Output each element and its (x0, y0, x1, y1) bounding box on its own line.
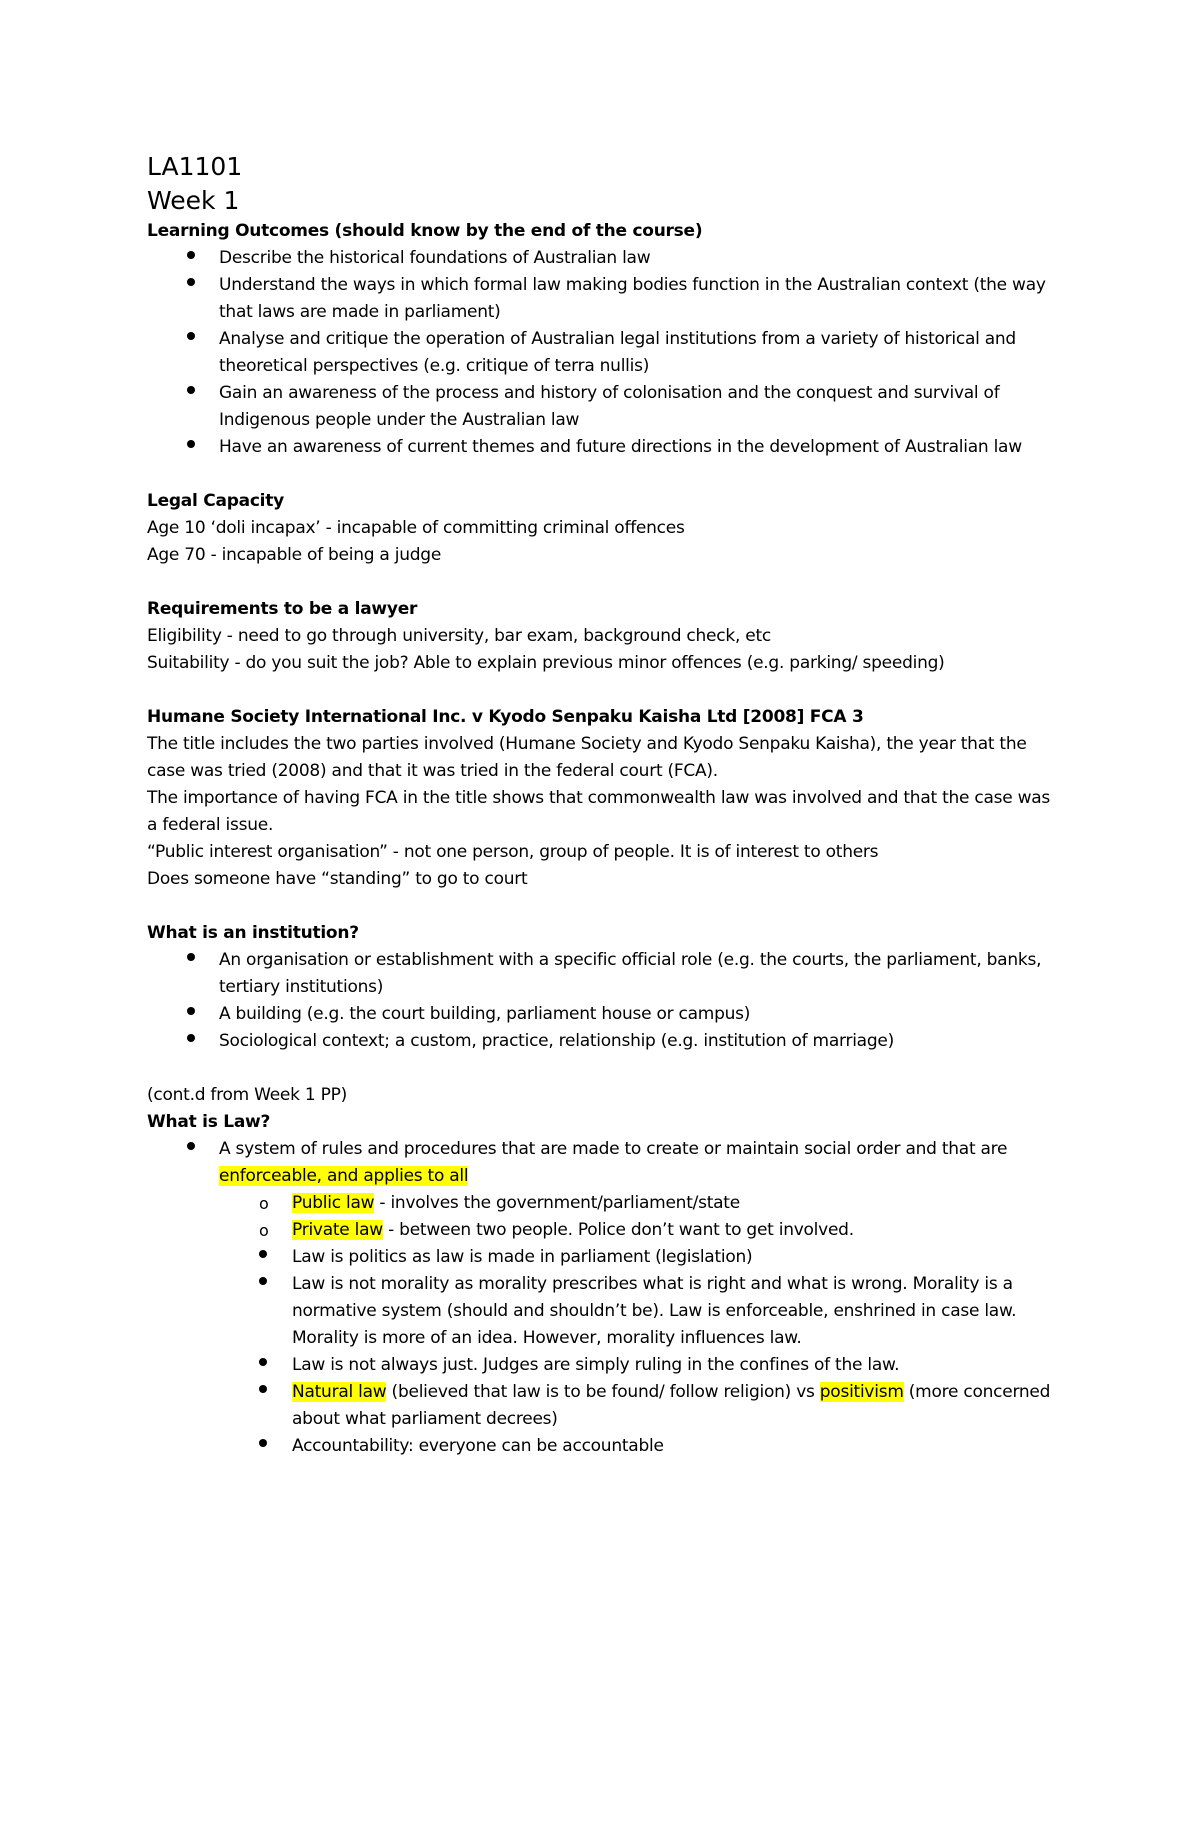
lawyer-line: Eligibility - need to go through university, bar exam, background check, etc (147, 626, 771, 646)
bullet-icon (187, 326, 195, 353)
sub-list-item: Law is politics as law is made in parliament (legislation) (147, 1244, 1060, 1271)
sub-list-item: Law is not always just. Judges are simply ruling in the confines of the law. (147, 1352, 1060, 1379)
lawyer-line: Suitability - do you suit the job? Able to explain previous minor offences (e.g. parking/ speeding) (147, 653, 945, 673)
week-heading: Week 1 (147, 186, 240, 215)
list-item: Gain an awareness of the process and history of colonisation and the conquest and survival of Indigenous people under the Australian law (147, 380, 1060, 434)
bullet-icon (259, 1352, 267, 1379)
course-code: LA1101 (147, 152, 243, 181)
document-page (0, 150, 1200, 1848)
highlighted-text: Natural law (292, 1382, 387, 1402)
list-item: Sociological context; a custom, practice, relationship (e.g. institution of marriage) (147, 1028, 1060, 1055)
bullet-icon (187, 1001, 195, 1028)
circle-bullet-icon: o (259, 1194, 269, 1213)
highlighted-text: Private law (292, 1220, 383, 1240)
bullet-icon (259, 1379, 267, 1406)
bullet-icon (187, 1136, 195, 1163)
institution-heading: What is an institution? (147, 923, 359, 943)
sub-list-item: Accountability: everyone can be accountable (147, 1433, 1060, 1460)
list-item: A building (e.g. the court building, parliament house or campus) (147, 1001, 1060, 1028)
case-paragraph: The title includes the two parties involved (Humane Society and Kyodo Senpaku Kaisha), the year that the case was tried (2008) and that it was tried in the federal court (FCA). (147, 734, 1027, 781)
list-item: Describe the historical foundations of Australian law (147, 245, 1060, 272)
sub-list-item: Natural law (believed that law is to be found/ follow religion) vs positivism (more concerned about what parliament decrees) (147, 1379, 1060, 1433)
learning-outcomes-heading: Learning Outcomes (should know by the end of the course) (147, 221, 703, 241)
bullet-icon (187, 245, 195, 272)
list-item: Analyse and critique the operation of Australian legal institutions from a variety of historical and theoretical perspectives (e.g. critique of terra nullis) (147, 326, 1060, 380)
sub-list-item: Law is not morality as morality prescribes what is right and what is wrong. Morality is a normative system (should and shouldn’t be). Law is enforceable, enshrined in case law. Morality is more of an idea. However, morality influences law. (147, 1271, 1060, 1352)
case-paragraph: “Public interest organisation” - not one person, group of people. It is of interest to others (147, 842, 879, 862)
highlighted-text: Public law (292, 1193, 375, 1213)
list-item: Understand the ways in which formal law making bodies function in the Australian context (the way that laws are made in parliament) (147, 272, 1060, 326)
circle-bullet-icon: o (259, 1221, 269, 1240)
capacity-line: Age 70 - incapable of being a judge (147, 545, 442, 565)
bullet-icon (187, 1028, 195, 1055)
highlighted-text: enforceable, and applies to all (219, 1166, 469, 1186)
what-is-law-heading: What is Law? (147, 1112, 271, 1132)
bullet-icon (187, 434, 195, 461)
continuation-note: (cont.d from Week 1 PP) (147, 1085, 347, 1105)
case-paragraph: The importance of having FCA in the title shows that commonwealth law was involved and that the case was a federal issue. (147, 788, 1051, 835)
bullet-icon (259, 1433, 267, 1460)
case-paragraph: Does someone have “standing” to go to court (147, 869, 528, 889)
list-item: Have an awareness of current themes and future directions in the development of Australian law (147, 434, 1060, 461)
sub-list-item: o Private law - between two people. Police don’t want to get involved. (147, 1217, 1060, 1244)
highlighted-text: positivism (819, 1382, 904, 1402)
capacity-line: Age 10 ‘doli incapax’ - incapable of committing criminal offences (147, 518, 685, 538)
lawyer-requirements-heading: Requirements to be a lawyer (147, 599, 418, 619)
bullet-icon (187, 272, 195, 299)
case-heading: Humane Society International Inc. v Kyodo Senpaku Kaisha Ltd [2008] FCA 3 (147, 707, 864, 727)
legal-capacity-heading: Legal Capacity (147, 491, 284, 511)
bullet-icon (187, 947, 195, 974)
bullet-icon (259, 1271, 267, 1298)
sub-list-item: o Public law - involves the government/parliament/state (147, 1190, 1060, 1217)
bullet-icon (187, 380, 195, 407)
list-item: A system of rules and procedures that are made to create or maintain social order and that are enforceable, and applies to all (147, 1136, 1060, 1190)
bullet-icon (259, 1244, 267, 1271)
list-item: An organisation or establishment with a specific official role (e.g. the courts, the parliament, banks, tertiary institutions) (147, 947, 1060, 1001)
